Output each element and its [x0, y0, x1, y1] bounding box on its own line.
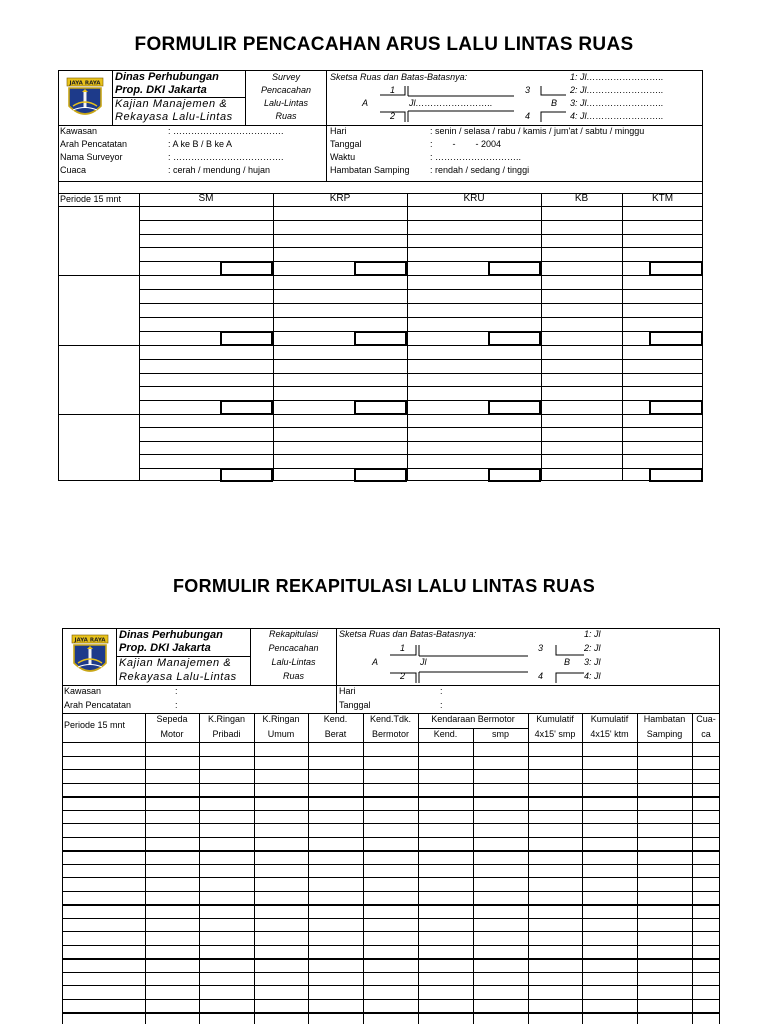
sketch-jl: Jl	[420, 657, 427, 667]
recap-row-line	[62, 999, 720, 1000]
dept-line1: Kajian Manajemen &	[115, 98, 228, 110]
tally-row-line	[139, 373, 703, 374]
recap-row-line	[62, 985, 720, 986]
subtotal-box[interactable]	[488, 261, 541, 276]
tally-row-line	[139, 359, 703, 360]
column-header-line1: Kend.Tdk.	[369, 714, 412, 724]
tally-row-line	[139, 220, 703, 221]
street-2: 2: Jl……………………..	[570, 85, 664, 95]
svg-text:JAYA RAYA: JAYA RAYA	[69, 80, 101, 87]
survey-l3: Lalu-Lintas	[263, 98, 309, 108]
sketch-label: Sketsa Ruas dan Batas-Batasnya:	[339, 629, 477, 639]
field-kawasan-label: Kawasan	[64, 686, 102, 696]
field-hari-label: Hari	[339, 686, 356, 696]
sketch-a: A	[372, 657, 379, 667]
survey-l4: Ruas	[282, 671, 304, 681]
sketch-label: Sketsa Ruas dan Batas-Batasnya:	[330, 72, 468, 82]
column-header-line1: Sepeda	[156, 714, 188, 724]
subtotal-box[interactable]	[220, 468, 273, 482]
agency-line1: Dinas Perhubungan	[115, 71, 219, 83]
subtotal-box[interactable]	[354, 331, 407, 346]
subtotal-box[interactable]	[354, 468, 407, 482]
subtotal-box[interactable]	[220, 400, 273, 415]
column-header-line1: Cua-	[696, 714, 716, 724]
field-hari-label: Hari	[330, 126, 347, 136]
period-divider	[58, 275, 703, 276]
column-header-line1: Kendaraan Bermotor	[431, 714, 515, 724]
column-divider	[254, 713, 255, 1024]
sketch-num-4: 4	[525, 111, 531, 121]
survey-l2: Pencacahan	[268, 643, 319, 653]
subtotal-box[interactable]	[649, 261, 703, 276]
column-divider	[418, 713, 419, 1024]
period-header: Periode 15 mnt	[64, 720, 126, 730]
field-tanggal-label: Tanggal	[339, 700, 371, 710]
column-divider	[273, 193, 274, 481]
column-divider	[582, 713, 583, 1024]
subtotal-box[interactable]	[354, 261, 407, 276]
column-divider	[145, 713, 146, 1024]
street-3: 3: Jl	[584, 657, 601, 667]
sketch-num-3: 3	[525, 85, 531, 95]
column-divider	[199, 713, 200, 1024]
tally-row-line	[139, 289, 703, 290]
tally-row-line	[139, 386, 703, 387]
period-divider	[58, 414, 703, 415]
period-divider	[58, 345, 703, 346]
column-divider	[308, 713, 309, 1024]
col-kru: KRU	[463, 193, 485, 204]
recap-row-line	[62, 877, 720, 878]
street-3: 3: Jl……………………..	[570, 98, 664, 108]
agency-line1: Dinas Perhubungan	[119, 629, 223, 641]
kb-subheader: smp	[491, 729, 509, 739]
subtotal-box[interactable]	[354, 400, 407, 415]
sketch-num-2: 2	[400, 671, 406, 681]
field-hambatan-label: Hambatan Samping	[330, 165, 410, 175]
column-header-line2: 4x15' ktm	[590, 729, 629, 739]
tally-row-line	[139, 234, 703, 235]
field-hari-value[interactable]: : senin / selasa / rabu / kamis / jum'at / sabtu / minggu	[430, 126, 645, 136]
column-divider	[363, 713, 364, 1024]
recap-row-line	[62, 823, 720, 824]
sketch-b: B	[564, 657, 571, 667]
col-krp: KRP	[329, 193, 351, 204]
sketch-road	[326, 82, 566, 122]
recap-row-line	[62, 769, 720, 770]
sketch-jl: Jl……………………..	[409, 98, 493, 108]
subtotal-box[interactable]	[649, 331, 703, 346]
tally-row-line	[139, 317, 703, 318]
column-header-line2: Bermotor	[371, 729, 409, 739]
field-hari-value[interactable]: :	[440, 686, 443, 696]
field-arah-label: Arah Pencatatan	[60, 139, 128, 149]
field-tanggal-value[interactable]: :	[440, 700, 443, 710]
recap-row-line	[62, 945, 720, 946]
recap-row-line	[62, 958, 720, 960]
survey-l4: Ruas	[275, 111, 297, 121]
column-header-line2: 4x15' smp	[534, 729, 576, 739]
column-header-line2: ca	[701, 729, 711, 739]
field-kawasan-value[interactable]: : ……………………………….	[168, 126, 284, 136]
field-surveyor-label: Nama Surveyor	[60, 152, 123, 162]
column-divider	[139, 193, 140, 481]
sketch-num-4: 4	[538, 671, 544, 681]
form1-title: FORMULIR PENCACAHAN ARUS LALU LINTAS RUAS	[134, 34, 634, 55]
field-waktu-label: Waktu	[330, 152, 356, 162]
jakarta-logo-icon	[66, 633, 114, 679]
recap-row-line	[62, 796, 720, 798]
recap-row-line	[62, 972, 720, 973]
sketch-num-1: 1	[390, 85, 396, 95]
column-divider	[473, 728, 474, 1024]
column-header-line2: Motor	[160, 729, 184, 739]
subtotal-box[interactable]	[488, 331, 541, 346]
recap-row-line	[62, 931, 720, 932]
street-1: 1: Jl	[584, 629, 601, 639]
kb-subheader: Kend.	[433, 729, 458, 739]
recap-row-line	[62, 891, 720, 892]
recap-row-line	[62, 1012, 720, 1014]
dept-line2: Rekayasa Lalu-Lintas	[119, 671, 237, 683]
form2-border	[62, 628, 720, 1024]
sketch-b: B	[551, 98, 558, 108]
recap-row-line	[62, 783, 720, 784]
survey-l2: Pencacahan	[260, 85, 312, 95]
subtotal-box[interactable]	[488, 468, 541, 482]
recap-row-line	[62, 864, 720, 865]
field-kawasan-value[interactable]: :	[175, 686, 178, 696]
street-4: 4: Jl……………………..	[570, 111, 664, 121]
field-arah-value[interactable]: :	[175, 700, 178, 710]
col-kb: KB	[574, 193, 589, 204]
field-surveyor-value[interactable]: : ……………………………….	[168, 152, 284, 162]
recap-row-line	[62, 756, 720, 757]
column-divider	[407, 193, 408, 481]
street-4: 4: Jl	[584, 671, 601, 681]
field-tanggal-value[interactable]: : - - 2004	[430, 139, 502, 149]
field-kawasan-label: Kawasan	[60, 126, 98, 136]
column-header-line1: K.Ringan	[262, 714, 300, 724]
col-sm: SM	[198, 193, 214, 204]
recap-row-line	[62, 918, 720, 919]
column-divider	[541, 193, 542, 481]
column-divider	[637, 713, 638, 1024]
column-header-line2: Pribadi	[212, 729, 241, 739]
sketch-num-3: 3	[538, 643, 544, 653]
agency-line2: Prop. DKI Jakarta	[119, 642, 211, 654]
subtotal-box[interactable]	[488, 400, 541, 415]
recap-row-line	[62, 904, 720, 906]
recap-row-line	[62, 850, 720, 852]
field-cuaca-label: Cuaca	[60, 165, 87, 175]
tally-row-line	[139, 441, 703, 442]
field-arah-value[interactable]: : A ke B / B ke A	[168, 139, 233, 149]
tally-row-line	[139, 427, 703, 428]
tally-row-line	[139, 454, 703, 455]
field-cuaca-value[interactable]: : cerah / mendung / hujan	[168, 165, 271, 175]
column-header-line1: Kumulatif	[536, 714, 574, 724]
form2-title: FORMULIR REKAPITULASI LALU LINTAS RUAS	[172, 576, 596, 596]
field-arah-label: Arah Pencatatan	[64, 700, 132, 710]
period-header: Periode 15 mnt	[60, 194, 122, 204]
field-waktu-value[interactable]: : ………………………..	[430, 152, 522, 162]
header-bottom-line	[62, 742, 720, 743]
column-header-line1: Hambatan	[643, 714, 686, 724]
tally-row-line	[139, 303, 703, 304]
agency-line2: Prop. DKI Jakarta	[115, 84, 207, 96]
dept-line2: Rekayasa Lalu-Lintas	[115, 111, 233, 123]
col-ktm: KTM	[651, 193, 674, 204]
column-header-line2: Berat	[324, 729, 347, 739]
survey-l3: Lalu-Lintas	[271, 657, 316, 667]
sketch-road	[336, 641, 584, 685]
recap-row-line	[62, 810, 720, 811]
svg-text:JAYA RAYA: JAYA RAYA	[74, 637, 106, 644]
column-divider	[622, 193, 623, 481]
sketch-num-2: 2	[390, 111, 396, 121]
subtotal-box[interactable]	[220, 331, 273, 346]
column-header-line1: Kend.	[323, 714, 348, 724]
column-header-line1: K.Ringan	[207, 714, 246, 724]
field-hambatan-value[interactable]: : rendah / sedang / tinggi	[430, 165, 530, 175]
subtotal-box[interactable]	[649, 400, 703, 415]
sketch-a: A	[362, 98, 369, 108]
column-header-line1: Kumulatif	[590, 714, 629, 724]
column-header-line2: Samping	[646, 729, 683, 739]
subtotal-box[interactable]	[649, 468, 703, 482]
dept-line1: Kajian Manajemen &	[119, 657, 232, 669]
street-1: 1: Jl……………………..	[570, 72, 664, 82]
survey-l1: Survey	[271, 72, 300, 82]
survey-l1: Rekapitulasi	[268, 629, 319, 639]
jakarta-logo-icon	[61, 76, 109, 122]
column-divider	[528, 713, 529, 1024]
subtotal-box[interactable]	[220, 261, 273, 276]
column-divider	[692, 713, 693, 1024]
street-2: 2: Jl	[584, 643, 601, 653]
column-header-line2: Umum	[267, 729, 295, 739]
field-tanggal-label: Tanggal	[330, 139, 362, 149]
sketch-num-1: 1	[400, 643, 406, 653]
tally-row-line	[139, 247, 703, 248]
recap-row-line	[62, 837, 720, 838]
